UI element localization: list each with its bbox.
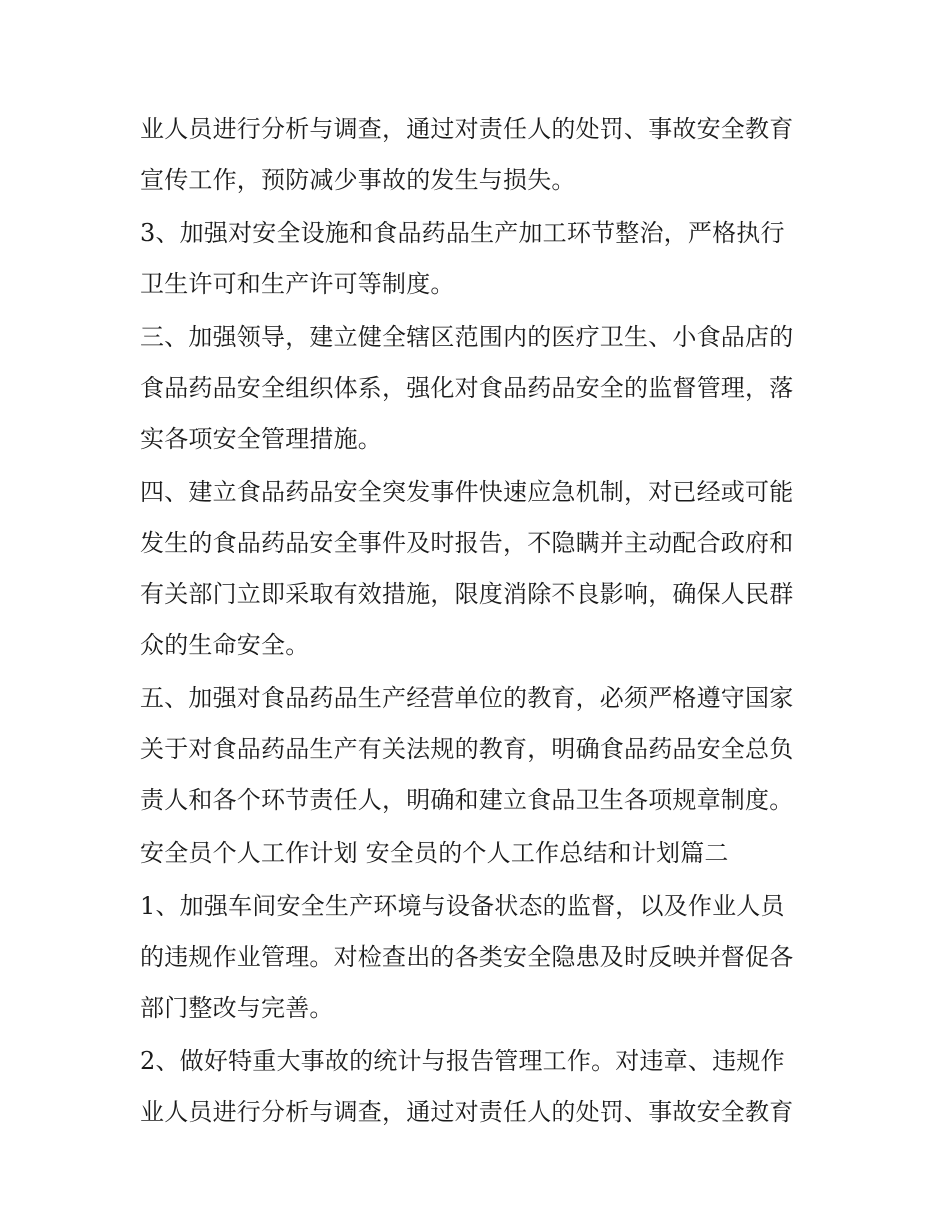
text-line: 业人员进行分析与调查，通过对责任人的处罚、事故安全教育	[140, 1098, 794, 1126]
paragraph-item-3	[140, 208, 820, 310]
text-line: 3、加强对安全设施和食品药品生产加工环节整治，严格执行	[140, 219, 785, 247]
text-line: 食品药品安全组织体系，强化对食品药品安全的监督管理，落	[140, 374, 794, 402]
text-line: 关于对食品药品生产有关法规的教育，明确食品药品安全总负	[140, 735, 794, 763]
text-line: 五、加强对食品药品生产经营单位的教育，必须严格遵守国家	[140, 684, 794, 712]
paragraph-section-four	[140, 467, 820, 671]
paragraph-item-1	[140, 881, 820, 1034]
text-line: 责人和各个环节责任人，明确和建立食品卫生各项规章制度。	[140, 786, 794, 814]
text-line: 有关部门立即采取有效措施，限度消除不良影响，确保人民群	[140, 580, 794, 608]
paragraph-item-2	[140, 1036, 820, 1138]
text-line: 三、加强领导，建立健全辖区范围内的医疗卫生、小食品店的	[140, 323, 794, 351]
document-body	[140, 104, 820, 1140]
text-line: 的违规作业管理。对检查出的各类安全隐患及时反映并督促各	[140, 943, 794, 971]
text-line: 2、做好特重大事故的统计与报告管理工作。对违章、违规作	[140, 1047, 785, 1075]
text-line: 1、加强车间安全生产环境与设备状态的监督，以及作业人员	[140, 892, 785, 920]
section-heading	[140, 828, 820, 879]
text-line: 部门整改与完善。	[140, 994, 334, 1022]
text-line: 业人员进行分析与调查，通过对责任人的处罚、事故安全教育	[140, 115, 794, 143]
text-line: 发生的食品药品安全事件及时报告，不隐瞒并主动配合政府和	[140, 529, 794, 557]
paragraph-section-five	[140, 673, 820, 826]
text-line: 卫生许可和生产许可等制度。	[140, 270, 455, 298]
text-line: 安全员个人工作计划 安全员的个人工作总结和计划篇二	[140, 839, 729, 867]
text-line: 宣传工作，预防减少事故的发生与损失。	[140, 166, 576, 194]
paragraph-section-three	[140, 312, 820, 465]
text-line: 实各项安全管理措施。	[140, 425, 382, 453]
paragraph-continuation	[140, 104, 820, 206]
text-line: 四、建立食品药品安全突发事件快速应急机制，对已经或可能	[140, 478, 794, 506]
text-line: 众的生命安全。	[140, 631, 310, 659]
